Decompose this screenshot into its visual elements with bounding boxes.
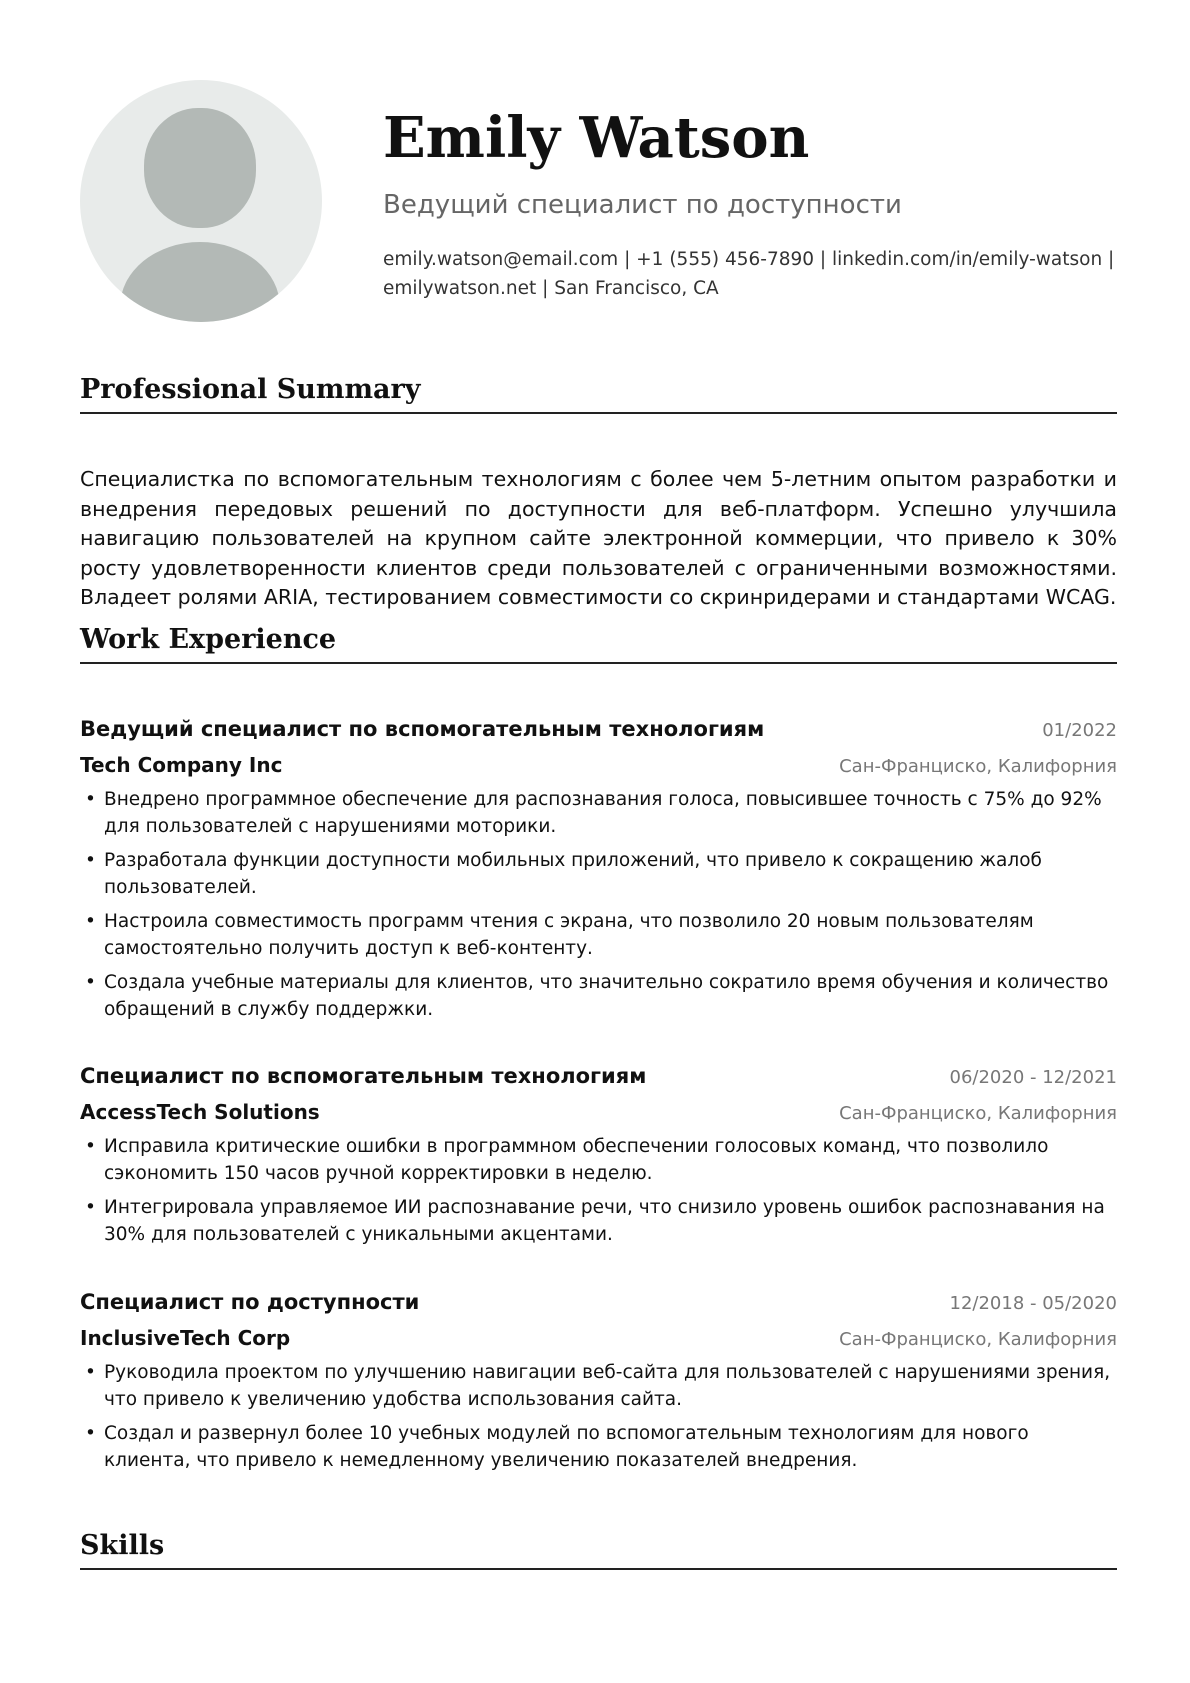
experience-heading: Work Experience — [80, 622, 1117, 664]
job-location: Сан-Франциско, Калифорния — [839, 1103, 1117, 1124]
skills-heading: Skills — [80, 1528, 1117, 1570]
company-name: AccessTech Solutions — [80, 1100, 320, 1124]
person-avatar-icon — [80, 80, 322, 322]
job-title: Ведущий специалист по вспомогательным технологиям — [80, 717, 765, 741]
job-location: Сан-Франциско, Калифорния — [839, 1329, 1117, 1350]
summary-heading: Professional Summary — [80, 372, 1117, 414]
avatar-head — [144, 108, 256, 228]
bullet-item: • Интегрировала управляемое ИИ распознавание речи, что снизило уровень ошибок распознавания на 30% для пользователей с уникальными акцентами. — [80, 1194, 1117, 1248]
job-bullets — [80, 1133, 1117, 1248]
summary-text: Специалистка по вспомогательным технологиям с более чем 5-летним опытом разработки и внедрения передовых решений по доступности для веб-платформ. Успешно улучшила навигацию пользователей на крупном сайте электронной коммерции, что привело к 30% росту удовлетворенности клиентов среди пользователей с ограниченными возможностями. Владеет ролями ARIA, тестированием совместимости со скринридерами и стандартами WCAG. — [80, 467, 1117, 609]
job-date: 12/2018 - 05/2020 — [949, 1293, 1117, 1314]
bullet-item: • Разработала функции доступности мобильных приложений, что привело к сокращению жалоб пользователей. — [80, 847, 1117, 901]
job-date: 01/2022 — [1042, 720, 1117, 741]
company-name: Tech Company Inc — [80, 753, 283, 777]
candidate-title: Ведущий специалист по доступности — [383, 190, 902, 220]
bullet-item: • Создал и развернул более 10 учебных модулей по вспомогательным технологиям для нового клиента, что привело к немедленному увеличению показателей внедрения. — [80, 1420, 1117, 1474]
job-entry — [80, 1059, 1117, 1255]
bullet-item: • Внедрено программное обеспечение для распознавания голоса, повысившее точность с 75% до 92% для пользователей с нарушениями моторики. — [80, 786, 1117, 840]
job-bullets — [80, 1359, 1117, 1474]
bullet-item: • Руководила проектом по улучшению навигации веб-сайта для пользователей с нарушениями зрения, что привело к увеличению удобства использования сайта. — [80, 1359, 1117, 1413]
contact-info: emily.watson@email.com | +1 (555) 456-7890 | linkedin.com/in/emily-watson | emilywatson.net | San Francisco, CA — [383, 249, 1115, 299]
job-entry — [80, 712, 1117, 1030]
job-location: Сан-Франциско, Калифорния — [839, 756, 1117, 777]
job-entry — [80, 1285, 1117, 1481]
job-date: 06/2020 - 12/2021 — [949, 1067, 1117, 1088]
job-bullets — [80, 786, 1117, 1023]
company-name: InclusiveTech Corp — [80, 1326, 291, 1350]
job-title: Специалист по вспомогательным технологиям — [80, 1064, 647, 1088]
job-title: Специалист по доступности — [80, 1290, 420, 1314]
bullet-item: • Создала учебные материалы для клиентов, что значительно сократило время обучения и количество обращений в службу поддержки. — [80, 969, 1117, 1023]
bullet-item: • Настроила совместимость программ чтения с экрана, что позволило 20 новым пользователям самостоятельно получить доступ к веб-контенту. — [80, 908, 1117, 962]
candidate-name: Emily Watson — [383, 105, 810, 171]
bullet-item: • Исправила критические ошибки в программном обеспечении голосовых команд, что позволило сэкономить 150 часов ручной корректировки в неделю. — [80, 1133, 1117, 1187]
avatar-shoulders — [120, 242, 280, 322]
